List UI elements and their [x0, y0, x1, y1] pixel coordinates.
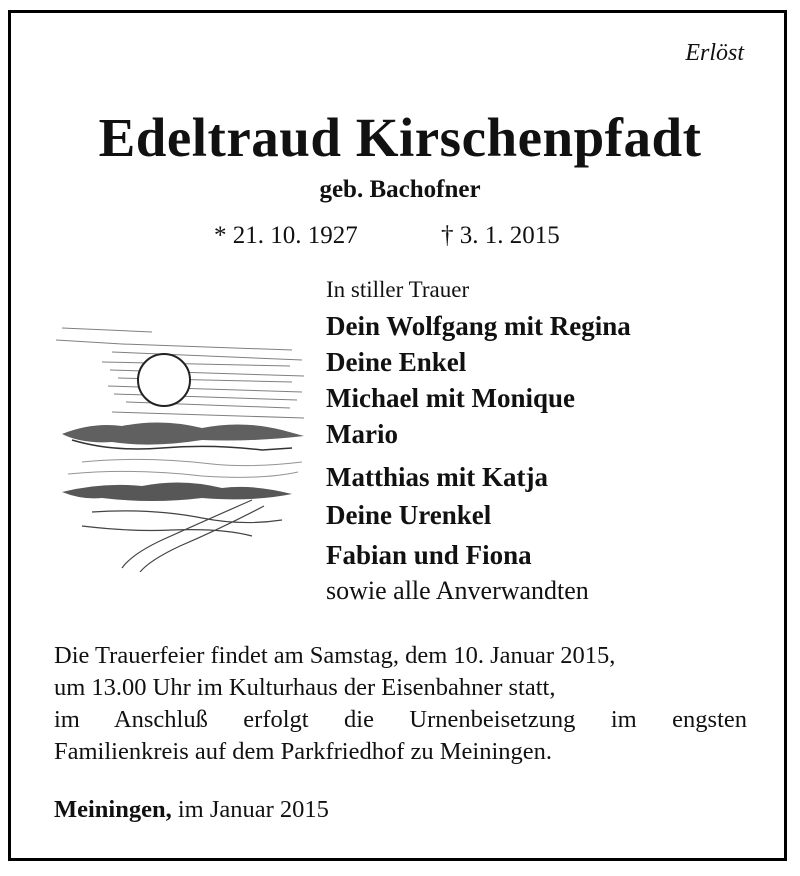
funeral-notice — [54, 640, 747, 768]
death-date: † 3. 1. 2015 — [441, 222, 560, 249]
mourner-name: Deine Enkel — [326, 347, 467, 377]
birth-name: geb. Bachofner — [319, 176, 481, 203]
mourner-name: Michael mit Monique — [326, 383, 575, 413]
place-date: im Januar 2015 — [177, 796, 329, 823]
motto: Erlöst — [685, 40, 744, 66]
mourner-name: Deine Urenkel — [326, 500, 492, 530]
sun-over-landscape-sketch-icon — [52, 322, 308, 572]
funeral-line: Die Trauerfeier findet am Samstag, dem 10. Januar 2015, — [54, 642, 616, 669]
mourner-name: Fabian und Fiona — [326, 540, 532, 570]
funeral-line: im Anschluß erfolgt die Urnenbeisetzung im engsten — [54, 706, 747, 733]
birth-date: * 21. 10. 1927 — [214, 222, 358, 249]
place-city: Meiningen, — [54, 796, 172, 823]
mourner-name: Dein Wolfgang mit Regina — [326, 311, 631, 341]
mourner-name: Matthias mit Katja — [326, 462, 548, 492]
place-and-date — [54, 796, 329, 824]
deceased-name: Edeltraud Kirschenpfadt — [98, 107, 702, 168]
mourner-list — [326, 308, 631, 574]
funeral-line: Familienkreis auf dem Parkfriedhof zu Meiningen. — [54, 738, 553, 765]
mourners-others: sowie alle Anverwandten — [326, 576, 589, 605]
mourners-intro: In stiller Trauer — [326, 277, 470, 302]
mourner-name: Mario — [326, 419, 398, 449]
mourners-block — [326, 276, 631, 608]
funeral-line: um 13.00 Uhr im Kulturhaus der Eisenbahner statt, — [54, 674, 556, 701]
